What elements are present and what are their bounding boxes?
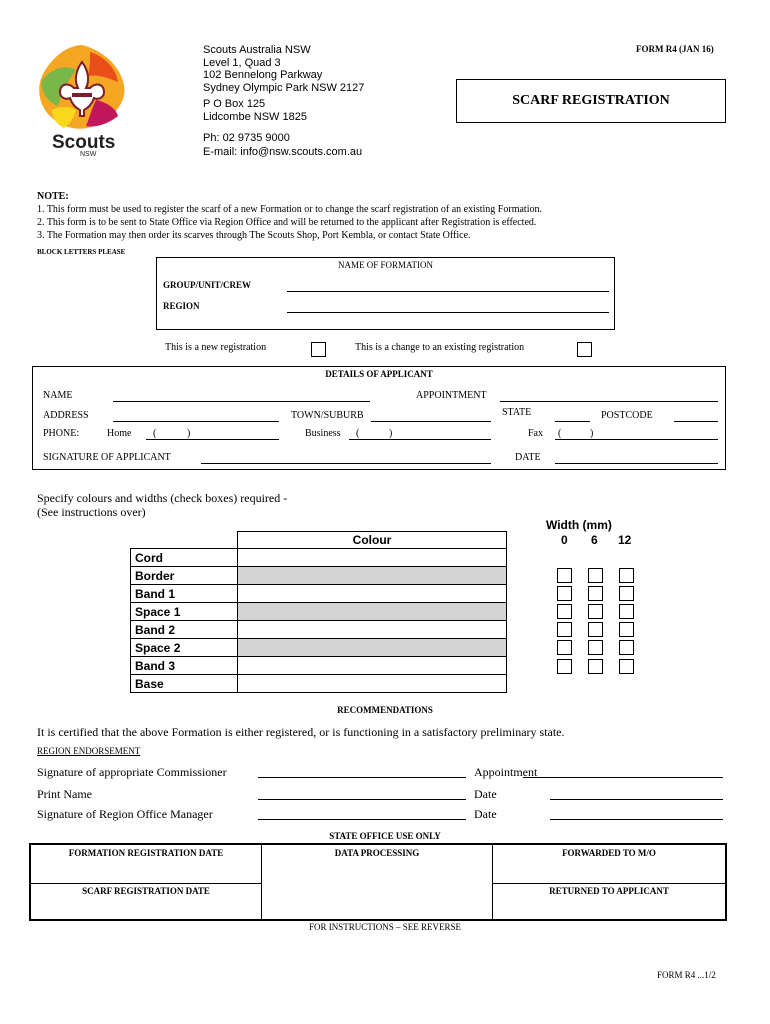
fax-paren-open: ( [558,428,562,439]
formation-box [156,257,615,330]
width-0: 0 [561,533,568,547]
appointment-label: Appointment [474,765,538,779]
group-field[interactable] [287,291,609,292]
change-registration-label: This is a change to an existing registration [355,342,525,353]
business-phone-field[interactable] [349,439,491,440]
town-label: TOWN/SUBURB [291,410,364,421]
colour-field-cord[interactable] [238,549,507,567]
postcode-field[interactable] [674,421,718,422]
form-title: SCARF REGISTRATION [512,93,670,108]
colour-field-band-1[interactable] [238,585,507,603]
name-field[interactable] [113,401,370,402]
address-field[interactable] [113,421,279,422]
table-row [131,657,507,675]
row-label-band-2: Band 2 [131,621,238,639]
commissioner-label: Signature of appropriate Commissioner [37,765,227,779]
row-label-space-2: Space 2 [131,639,238,657]
formation-title: NAME OF FORMATION [337,260,433,270]
business-paren-close: ) [389,428,393,439]
appointment-label: APPOINTMENT [416,390,487,401]
returned-label: RETURNED TO APPLICANT [549,886,669,896]
width-checkbox[interactable] [588,622,603,637]
row-label-border: Border [131,567,238,585]
width-header: Width (mm) [546,518,612,532]
address-label: ADDRESS [43,410,89,421]
email-text: E-mail: info@nsw.scouts.com.au [203,146,363,158]
state-office-divider [31,883,261,884]
print-name-field[interactable] [258,799,466,800]
scouts-logo [32,40,132,160]
width-checkbox[interactable] [619,659,634,674]
home-label: Home [107,428,132,439]
width-checkbox[interactable] [557,659,572,674]
width-checkbox[interactable] [557,586,572,601]
table-row [131,585,507,603]
po-line: Lidcombe NSW 1825 [203,111,307,123]
manager-label: Signature of Region Office Manager [37,807,213,821]
row-label-band-3: Band 3 [131,657,238,675]
formation-date-label: FORMATION REGISTRATION DATE [68,848,224,858]
width-checkbox[interactable] [619,568,634,583]
phone-label: PHONE: [43,428,80,439]
colour-table [130,531,507,693]
phone-text: Ph: 02 9735 9000 [203,132,290,144]
new-registration-checkbox[interactable] [311,342,326,357]
width-checkbox[interactable] [557,604,572,619]
colour-field-base[interactable] [238,675,507,693]
region-endorsement-label: REGION ENDORSEMENT [37,746,141,756]
table-row [131,567,507,585]
width-12: 12 [618,533,632,547]
width-checkbox[interactable] [619,622,634,637]
instructions-footer: FOR INSTRUCTIONS – SEE REVERSE [308,922,461,932]
state-label: STATE [502,407,532,418]
width-6: 6 [591,533,598,547]
forwarded-label: FORWARDED TO M/O [562,848,656,858]
scarf-date-label: SCARF REGISTRATION DATE [82,886,210,896]
logo-text: Scouts [52,132,116,153]
applicant-title: DETAILS OF APPLICANT [325,369,433,379]
date-label: DATE [515,452,541,463]
po-box-block [203,98,307,124]
table-row [131,549,507,567]
width-checkbox[interactable] [588,659,603,674]
row-label-base: Base [131,675,238,693]
row-label-space-1: Space 1 [131,603,238,621]
date-label: Date [474,787,497,801]
home-paren-close: ) [187,428,191,439]
region-field[interactable] [287,312,609,313]
note-item: 2. This form is to be sent to State Office via Region Office and will be returned to the applicant after Registration is effected. [37,217,537,228]
home-phone-field[interactable] [146,439,279,440]
note-item: 3. The Formation may then order its scarves through The Scouts Shop, Port Kembla, or contact State Office. [37,230,471,241]
applicant-box [32,366,726,470]
group-label: GROUP/UNIT/CREW [163,280,252,290]
town-field[interactable] [371,421,491,422]
page-number: FORM R4 ...1/2 [657,970,716,980]
signature-field[interactable] [201,463,491,464]
table-row [131,639,507,657]
note-item: 1. This form must be used to register the scarf of a new Formation or to change the scarf registration of an existing Formation. [37,204,542,215]
business-label: Business [305,428,341,439]
colour-field-band-3[interactable] [238,657,507,675]
form-title-box [456,79,726,123]
address-line: 102 Bennelong Parkway [203,69,323,81]
width-checkbox[interactable] [588,586,603,601]
appointment-field[interactable] [523,777,723,778]
name-label: NAME [43,390,73,401]
specify-line: Specify colours and widths (check boxes) required - [37,491,288,505]
width-checkbox[interactable] [588,640,603,655]
change-registration-checkbox[interactable] [577,342,592,357]
date-field[interactable] [555,463,718,464]
note-heading: NOTE: [37,191,69,202]
address-line: Scouts Australia NSW [203,44,311,56]
row-label-cord: Cord [131,549,238,567]
colour-field-space-2[interactable] [238,639,507,657]
fax-paren-close: ) [590,428,594,439]
state-office-divider [492,883,725,884]
new-registration-label: This is a new registration [165,342,267,353]
specify-line: (See instructions over) [37,505,146,519]
row-label-band-1: Band 1 [131,585,238,603]
colour-field-border[interactable] [238,567,507,585]
po-line: P O Box 125 [203,98,266,110]
address-block [203,44,364,94]
appointment-field[interactable] [500,401,718,402]
business-paren-open: ( [356,428,360,439]
state-office-box [29,843,727,921]
postcode-label: POSTCODE [601,410,653,421]
address-line: Sydney Olympic Park NSW 2127 [203,81,365,94]
print-name-label: Print Name [37,787,92,801]
state-field[interactable] [555,421,590,422]
width-checkbox[interactable] [557,568,572,583]
width-checkbox[interactable] [619,604,634,619]
manager-field[interactable] [258,819,466,820]
table-row [131,603,507,621]
signature-label: SIGNATURE OF APPLICANT [43,452,171,463]
fax-label: Fax [528,428,543,439]
table-row [131,675,507,693]
date-field[interactable] [550,799,723,800]
commissioner-field[interactable] [258,777,466,778]
block-letters-text: BLOCK LETTERS PLEASE [37,248,126,256]
fax-field[interactable] [555,439,718,440]
width-checkbox[interactable] [588,604,603,619]
width-checkbox[interactable] [588,568,603,583]
width-checkbox[interactable] [619,640,634,655]
colour-field-band-2[interactable] [238,621,507,639]
state-office-title: STATE OFFICE USE ONLY [329,831,441,841]
table-row [131,621,507,639]
address-line: Level 1, Quad 3 [203,56,281,69]
width-checkbox[interactable] [619,586,634,601]
region-label: REGION [163,301,200,311]
home-paren-open: ( [153,428,157,439]
specify-text [37,491,287,519]
width-checkbox[interactable] [557,640,572,655]
data-processing-label: DATA PROCESSING [334,848,420,858]
note-section [37,190,542,242]
certified-text: It is certified that the above Formation is either registered, or is functioning in a satisfactory preliminary state. [37,725,565,739]
recommendations-title: RECOMMENDATIONS [337,705,433,715]
manager-date-field[interactable] [550,819,723,820]
width-checkbox[interactable] [557,622,572,637]
contact-block [203,131,362,159]
fleur-de-lis-icon [32,40,132,135]
colour-header: Colour [238,532,507,549]
form-code: FORM R4 (JAN 16) [636,44,714,54]
colour-field-space-1[interactable] [238,603,507,621]
date-label: Date [474,807,497,821]
logo-subtext: NSW [80,151,97,158]
